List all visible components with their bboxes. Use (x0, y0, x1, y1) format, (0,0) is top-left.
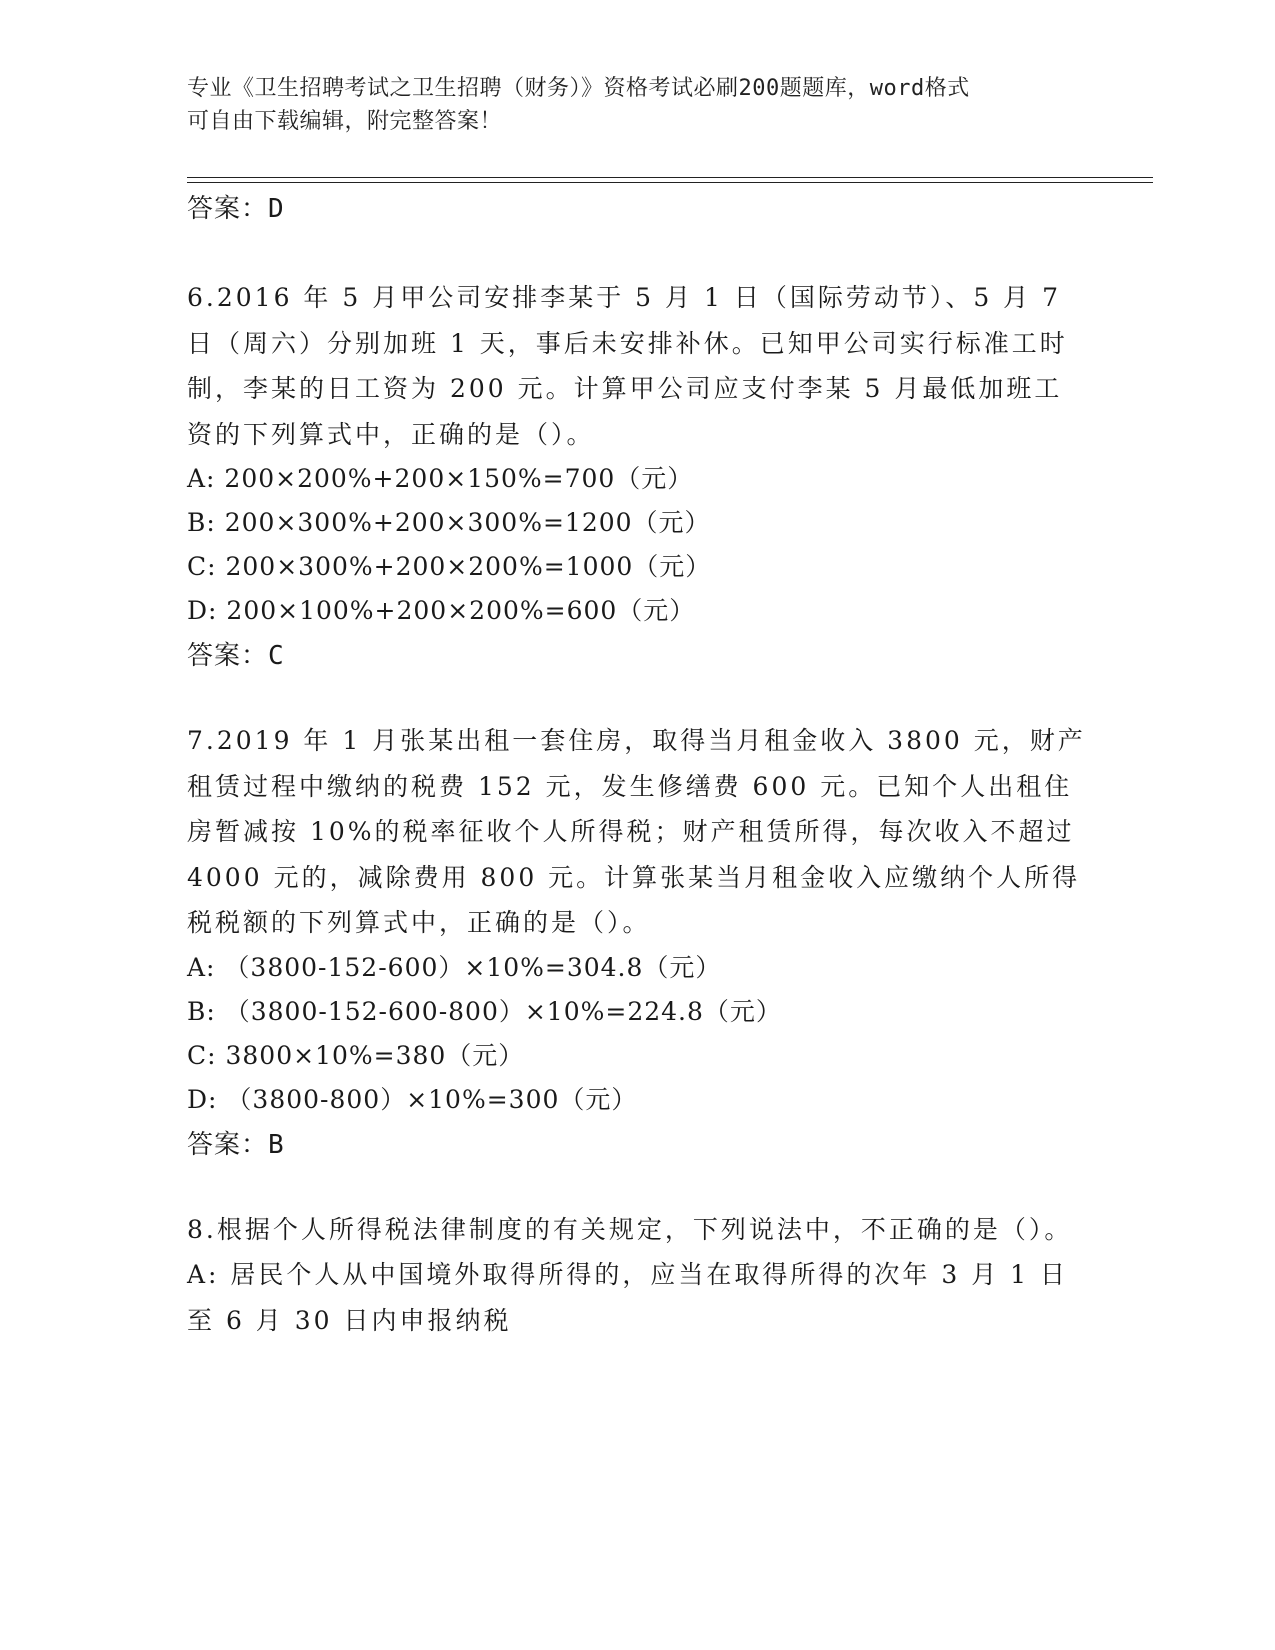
header-title-line-2: 可自由下载编辑，附完整答案！ (187, 109, 503, 134)
option-d: D: （3800-800）×10%=300（元） (187, 1084, 638, 1114)
spacer (187, 232, 1087, 275)
option-c: C: 3800×10%=380（元） (187, 1040, 525, 1070)
document-body (187, 186, 1087, 1343)
option-b: B: 200×300%+200×300%=1200（元） (187, 508, 711, 537)
option-a: A: 200×200%+200×150%=700（元） (187, 464, 694, 493)
spacer (187, 1168, 1087, 1207)
question-7 (187, 718, 1087, 1168)
option-d: D: 200×100%+200×200%=600（元） (187, 596, 696, 625)
question-answer: 答案：B (187, 1129, 285, 1160)
question-stem: 8.根据个人所得税法律制度的有关规定，下列说法中，不正确的是（）。 (187, 1214, 1073, 1244)
option-a: A: （3800-152-600）×10%=304.8（元） (187, 952, 722, 982)
question-stem: 7.2019 年 1 月张某出租一套住房，取得当月租金收入 3800 元，财产租赁过程中缴纳的税费 152 元，发生修缮费 600 元。已知个人出租住房暂减按 10%的税率征收个人所得税；财产租赁所得，每次收入不超过 4000 元的，减除费用 800 元。计算张某当月租金收入应缴纳个人所得税税额的下列算式中，正确的是（）。 (187, 726, 1086, 937)
question-6 (187, 275, 1087, 679)
header-divider-bottom (187, 182, 1153, 183)
option-b: B: （3800-152-600-800）×10%=224.8（元） (187, 996, 782, 1026)
page-header (187, 72, 1067, 138)
header-divider-top (187, 177, 1153, 178)
question-8 (187, 1207, 1087, 1344)
header-title-line-1: 专业《卫生招聘考试之卫生招聘（财务）》资格考试必刷200题题库，word格式 (187, 76, 970, 101)
spacer (187, 679, 1087, 718)
answer-previous: 答案：D (187, 194, 285, 224)
question-answer: 答案：C (187, 641, 285, 671)
option-a: A: 居民个人从中国境外取得所得的，应当在取得所得的次年 3 月 1 日至 6 月 30 日内申报纳税 (187, 1260, 1069, 1335)
option-c: C: 200×300%+200×200%=1000（元） (187, 552, 712, 581)
question-stem: 6.2016 年 5 月甲公司安排李某于 5 月 1 日（国际劳动节）、5 月 7 日（周六）分别加班 1 天，事后未安排补休。已知甲公司实行标准工时制，李某的日工资为 200 元。计算甲公司应支付李某 5 月最低加班工资的下列算式中，正确的是（）。 (187, 283, 1068, 449)
